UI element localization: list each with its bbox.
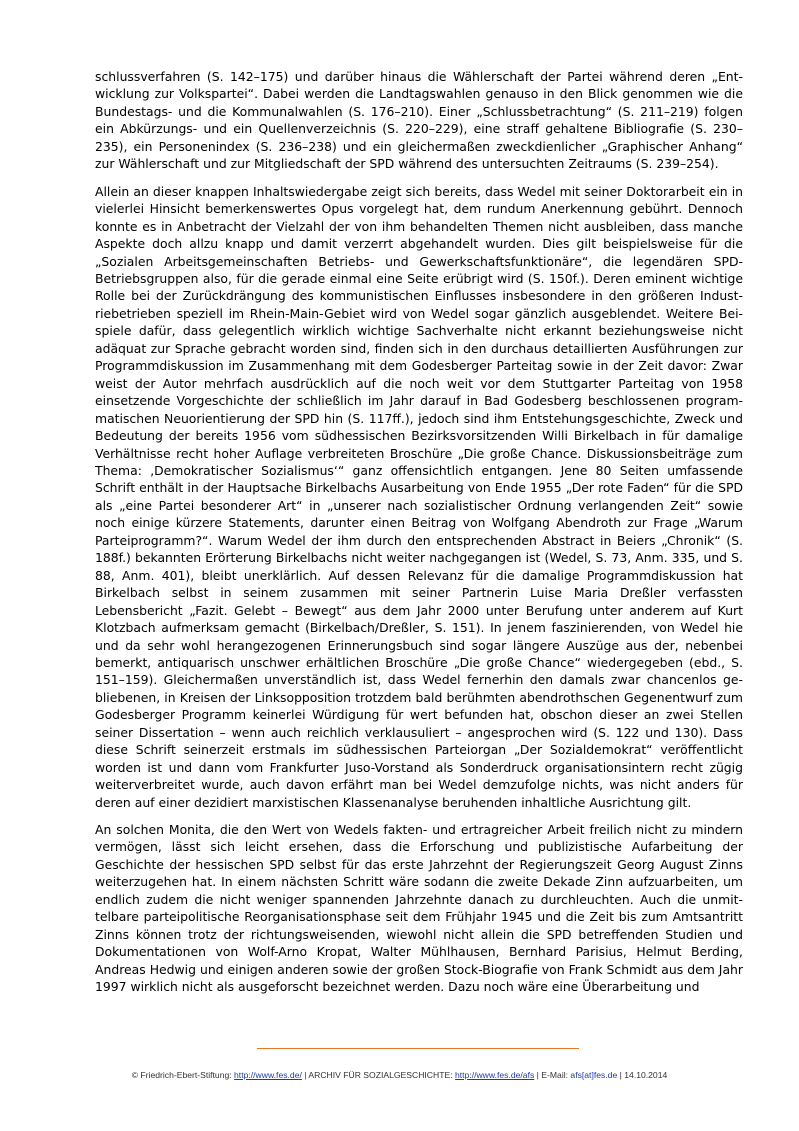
page-footer	[0, 1070, 799, 1080]
footer-email-label: | E-Mail:	[534, 1070, 571, 1080]
footer-archive-label: | ARCHIV FÜR SOZIALGESCHICHTE:	[301, 1070, 455, 1080]
paragraph-2: Allein an dieser knappen Inhaltswiedergabe zeigt sich bereits, dass Wedel mit seiner Doktorarbeit ein in vielerlei Hinsicht bemerkenswertes Opus vorgelegt hat, dem rundum Anerkennung gebührt. Dennoch konnte es in Anbetracht der Vielzahl der von ihm behandelten Themen nicht ausbleiben, dass manche Aspekte doch allzu knapp und damit verzerrt abgehandelt wurden. Dies gilt beispielsweise für die „Sozialen Arbeitsgemeinschaften Betriebs- und Gewerkschaftsfunktionäre“, die legendären SPD-Betriebsgruppen also, für die gerade einmal eine Seite erübrigt wird (S. 150f.). Deren eminent wichtige Rolle bei der Zurückdrängung des kommunistischen Einflusses insbesondere in den größeren Industriebetrieben speziell im Rhein-Main-Gebiet wird von Wedel sogar gänzlich ausgeblendet. Weitere Beispiele dafür, dass gelegentlich wirklich wichtige Sachverhalte nicht erkannt beziehungsweise nicht adäquat zur Sprache gebracht worden sind, finden sich in den durchaus detaillierten Ausführungen zur Programmdiskussion im Zusammenhang mit dem Godesberger Parteitag sowie in der Zeit davor: Zwar weist der Autor mehrfach ausdrücklich auf die noch weit vor dem Stuttgarter Parteitag von 1958 einsetzende Vorgeschichte der schließlich im Jahr darauf in Bad Godesberg beschlossenen programmatischen Neuorientierung der SPD hin (S. 117ff.), jedoch sind ihm Entstehungsgeschichte, Zweck und Bedeutung der bereits 1956 vom südhessischen Bezirksvorsitzenden Willi Birkelbach in für damalige Verhältnisse recht hoher Auflage verbreiteten Broschüre „Die große Chance. Diskussionsbeiträge zum Thema: ‚Demokratischer Sozialismus‘“ ganz offensichtlich entgangen. Jene 80 Seiten umfassende Schrift enthält in der Hauptsache Birkelbachs Ausarbeitung von Ende 1955 „Der rote Faden“ für die SPD als „eine Partei besonderer Art“ in „unserer nach sozialistischer Ordnung verlangenden Zeit“ sowie noch einige kürzere Statements, darunter einen Beitrag von Wolfgang Abendroth zur Frage „Warum Parteiprogramm?“. Warum Wedel der ihm durch den entsprechenden Abstract in Beiers „Chronik“ (S. 188f.) bekannten Erörterung Birkelbachs nicht weiter nachgegangen ist (Wedel, S. 73, Anm. 335, und S. 88, Anm. 401), bleibt unerklärlich. Auf dessen Relevanz für die damalige Programmdiskussion hat Birkelbach selbst in seinem zusammen mit seiner Partnerin Luise Maria Dreßler verfassten Lebensbericht „Fazit. Gelebt – Bewegt“ aus dem Jahr 2000 unter Berufung unter anderem auf Kurt Klotzbach aufmerksam gemacht (Birkelbach/Dreßler, S. 151). In jenem faszinierenden, von Wedel hie und da sehr wohl herangezogenen Erinnerungsbuch sind sogar längere Auszüge aus der, nebenbei bemerkt, antiquarisch unschwer erhältlichen Broschüre „Die große Chance“ wiedergegeben (ebd., S. 151–159). Gleichermaßen unverständlich ist, dass Wedel fernerhin den damals zwar chancenlos gebliebenen, in Kreisen der Linksopposition trotzdem bald berühmten abendrothschen Gegenentwurf zum Godesberger Programm keinerlei Würdigung für wert befunden hat, obschon dieser an zwei Stellen seiner Dissertation – wenn auch reichlich verklausuliert – angesprochen wird (S. 122 und 130). Dass diese Schrift seinerzeit erstmals im südhessischen Parteiorgan „Der Sozialdemokrat“ veröffentlicht worden ist und dann vom Frankfurter Juso-Vorstand als Sonderdruck organisationsintern recht zügig weiterverbreitet wurde, auch davon erfährt man bei Wedel demzufolge nichts, was nicht anders für deren auf einer dezidiert marxistischen Klassenanalyse beruhenden inhaltliche Ausrichtung gilt.	[95, 183, 743, 810]
footer-divider	[257, 1048, 579, 1049]
paragraph-1: schlussverfahren (S. 142–175) und darüber hinaus die Wählerschaft der Partei während deren „Entwicklung zur Volkspartei“. Dabei werden die Landtagswahlen genauso in den Blick genommen wie die Bundestags- und die Kommunalwahlen (S. 176–210). Einer „Schlussbetrachtung“ (S. 211–219) folgen ein Abkürzungs- und ein Quellenverzeichnis (S. 220–229), eine straff gehaltene Bibliografie (S. 230–235), ein Personenindex (S. 236–238) und ein gleichermaßen zweckdienlicher „Graphischer Anhang“ zur Wählerschaft und zur Mitgliedschaft der SPD während des untersuchten Zeitraums (S. 239–254).	[95, 69, 743, 172]
footer-copyright: © Friedrich-Ebert-Stiftung:	[131, 1070, 235, 1080]
document-body	[95, 68, 743, 1006]
fes-link[interactable]: http://www.fes.de/	[234, 1070, 302, 1080]
footer-date: | 14.10.2014	[617, 1070, 668, 1080]
afs-link[interactable]: http://www.fes.de/afs	[454, 1070, 535, 1080]
paragraph-3: An solchen Monita, die den Wert von Wedels fakten- und ertragreicher Arbeit freilich nicht zu mindern vermögen, lässt sich leicht ersehen, dass die Erforschung und publizistische Aufarbeitung der Geschichte der hessischen SPD selbst für das erste Jahrzehnt der Regierungszeit Georg August Zinns weiterzugehen hat. In einem nächsten Schritt wäre sodann die zweite Dekade Zinn aufzuarbeiten, um endlich zudem die nicht weniger spannenden Jahrzehnte danach zu durchleuchten. Auch die unmittelbare parteipolitische Reorganisationsphase seit dem Frühjahr 1945 und die Zeit bis zum Amtsantritt Zinns können trotz der richtungsweisenden, wiewohl nicht allein die SPD betreffenden Studien und Dokumentationen von Wolf-Arno Kropat, Walter Mühlhausen, Bernhard Parisius, Helmut Berding, Andreas Hedwig und einigen anderen sowie der großen Stock-Biografie von Frank Schmidt aus dem Jahr 1997 wirklich nicht als ausgeforscht bezeichnet werden. Dazu noch wäre eine Überarbeitung und	[95, 822, 743, 995]
footer-email[interactable]: afs[at]fes.de	[570, 1070, 618, 1080]
